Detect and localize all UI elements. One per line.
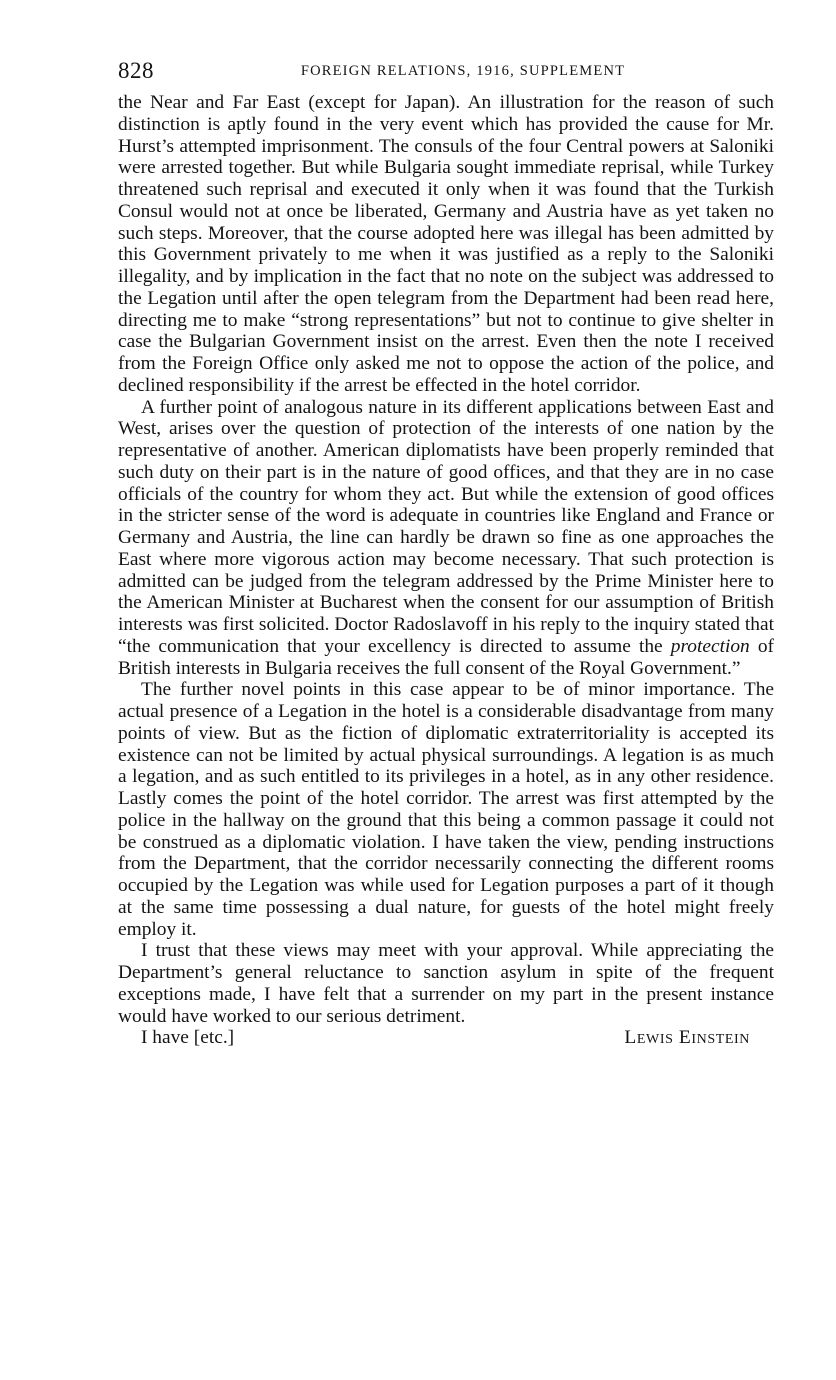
running-head [118, 56, 774, 86]
document-page [118, 56, 774, 1051]
paragraph-hotel-legation: The further novel points in this case appear to be of minor importance. The actual presence of a Legation in the hotel is a considerable disadvantage from many points of view. But as the fiction of diplomatic extraterritoriality is accepted its existence can not be limited by actual physical surroundings. A legation is as much a legation, and as such entitled to its privileges in a hotel, as in any other residence. Lastly comes the point of the hotel corridor. The arrest was first attempted by the police in the hallway on the ground that this being a common passage it could not be construed as a diplomatic violation. I have taken the view, pending instructions from the Department, that the corridor necessarily connecting the different rooms occupied by the Legation was while used for Legation purposes a part of it though at the same time possessing a dual nature, for guests of the hotel might freely employ it. [118, 679, 774, 940]
paragraph-text: A further point of analogous nature in its different applications between East and West, arises over the question of protection of the interests of one nation by the representative of another. American diplomatists have been properly reminded that such duty on their part is in the nature of good offices, and that they are in no case officials of the country for whom they act. But while the extension of good offices in the stricter sense of the word is adequate in countries like England and France or Germany and Austria, the line can hardly be drawn so fine as one approaches the East where more vigorous action may become necessary. That such protection is admitted can be judged from the telegram addressed by the Prime Minister here to the American Minister at Bucharest when the consent for our assumption of British interests was first solicited. Doctor Radoslavoff in his reply to the inquiry stated that “the communication that your excellency is directed to assume the [118, 396, 774, 657]
signature: Lewis Einstein [624, 1027, 750, 1049]
emphasized-word: protection [670, 635, 750, 657]
paragraph-text: of British interests in Bulgaria receives the full consent of the Royal Government.” [118, 635, 774, 679]
letter-body [118, 92, 774, 1027]
running-title: FOREIGN RELATIONS, 1916, SUPPLEMENT [300, 63, 626, 79]
paragraph-protection-of-interests [118, 397, 774, 680]
closing-formula: I have [etc.] [141, 1027, 235, 1049]
page-number: 828 [118, 58, 154, 83]
signoff [118, 1027, 774, 1051]
paragraph-closing-remarks: I trust that these views may meet with your approval. While appreciating the Department’s general reluctance to sanction asylum in spite of the frequent exceptions made, I have felt that a surrender on my part in the present instance would have worked to our serious detriment. [118, 940, 774, 1027]
paragraph-continued: the Near and Far East (except for Japan). An illustration for the reason of such distinction is aptly found in the very event which has provided the cause for Mr. Hurst’s attempted imprisonment. The consuls of the four Central powers at Saloniki were arrested together. But while Bulgaria sought immediate reprisal, while Turkey threatened such reprisal and executed it only when it was found that the Turkish Consul would not at once be liberated, Germany and Austria have as yet taken no such steps. Moreover, that the course adopted here was illegal has been admitted by this Government privately to me when it was justified as a reply to the Saloniki illegality, and by implication in the fact that no note on the subject was addressed to the Legation until after the open telegram from the Department had been read here, directing me to make “strong representations” but not to continue to give shelter in case the Bulgarian Government insist on the arrest. Even then the note I received from the Foreign Office only asked me not to oppose the action of the police, and declined responsibility if the arrest be effected in the hotel corridor. [118, 92, 774, 396]
